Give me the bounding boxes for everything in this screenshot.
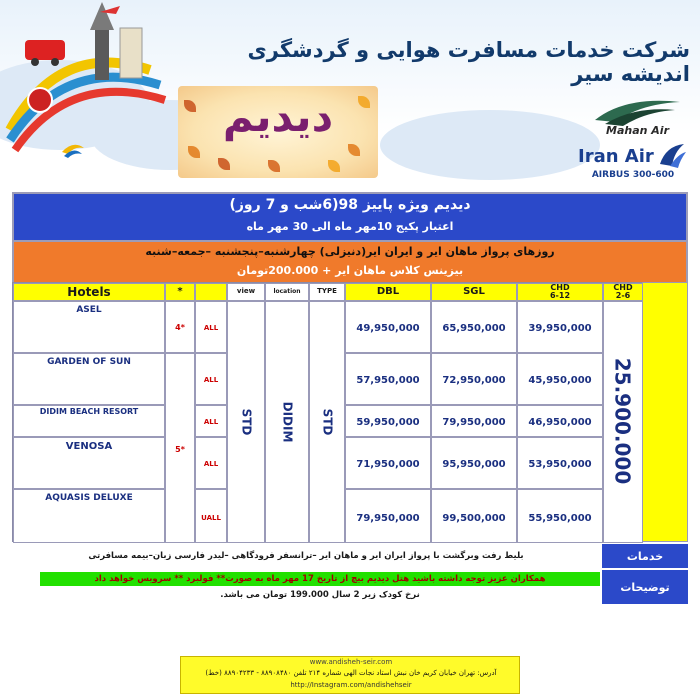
notes-label: توضیحات [602, 570, 688, 604]
board-type: ALL [203, 376, 219, 384]
price-table [12, 282, 642, 542]
chd-price: 46,950,000 [528, 417, 592, 428]
board-type: ALL [203, 460, 219, 468]
sgl-price: 72,950,000 [442, 375, 506, 386]
header-type: TYPE [309, 283, 345, 301]
leaf-shape [218, 158, 230, 170]
agency-logo-icon [60, 138, 86, 162]
leaf-shape [348, 144, 360, 156]
chd-price: 45,950,000 [528, 375, 592, 386]
website-link[interactable]: www.andisheh-seir.com [309, 658, 393, 666]
destination-title: دیدیم [222, 92, 334, 141]
board-type: ALL [203, 324, 219, 332]
header-location: location [265, 283, 309, 301]
aircraft-model: AIRBUS 300-600 [591, 170, 675, 180]
hotel-name: DIDIM BEACH RESORT [39, 407, 139, 416]
leaf-shape [188, 146, 200, 158]
board-type: UALL [201, 514, 221, 522]
view-value-text: STD [238, 408, 253, 436]
notes-highlight: همکاران عزیز توجه داشته باشید هتل دیدیم بیچ از تاریخ 17 مهر ماه به صورت** فولبرد ** سرویس خواهد داد [40, 572, 600, 586]
type-value [309, 301, 345, 543]
iran-air-label: Iran Air [578, 146, 654, 167]
header-banner [0, 0, 700, 190]
company-name: شرکت خدمات مسافرت هوایی و گردشگری اندیشه سیر [247, 38, 690, 86]
sgl-price: 79,950,000 [442, 417, 506, 428]
child-note: نرخ کودک زیر 2 سال 199.000 تومان می باشد. [220, 590, 420, 600]
business-class-note: بیزینس کلاس ماهان ایر + 200.000تومان [236, 264, 464, 277]
chd-price: 53,950,000 [528, 459, 592, 470]
package-validity: اعتبار پکیج 10مهر ماه الی 30 مهر ماه [246, 220, 454, 233]
dbl-price: 57,950,000 [356, 375, 420, 386]
dbl-price: 59,950,000 [356, 417, 420, 428]
hotel-name: GARDEN OF SUN [47, 357, 131, 367]
header-dbl: DBL [345, 283, 431, 301]
leaf-shape [328, 160, 340, 172]
star-rating-4: 4* [175, 323, 185, 332]
infant-price-value: 25.900.000 [610, 357, 635, 485]
location-value [265, 301, 309, 543]
header-chd-2-6: CHD 2-6 [603, 283, 643, 301]
hotel-name: AQUASIS DELUXE [45, 493, 133, 503]
destination-banner [178, 86, 378, 178]
chd-price: 39,950,000 [528, 323, 592, 334]
hotel-name: VENOSA [65, 441, 113, 452]
instagram-link[interactable]: http://Instagram.com/andishehseir [290, 681, 412, 689]
header-star: * [165, 283, 195, 301]
star-rating-5: 5* [175, 445, 185, 454]
dbl-price: 71,950,000 [356, 459, 420, 470]
header-sgl: SGL [431, 283, 517, 301]
address-text: آدرس: تهران خیابان کریم خان نبش استاد نجات الهی شماره ۲۱۴ تلفن ۸۸۹۰۸۴۸۰ - ۸۸۹۰۴۲۳۳ (خط) [205, 669, 497, 677]
cloud-shape [380, 110, 600, 180]
contact-footer [180, 656, 520, 694]
dbl-price: 79,950,000 [356, 513, 420, 524]
infant-price [603, 300, 642, 542]
hotel-name: ASEL [76, 305, 102, 315]
package-title: دیدیم ویژه پاییز 98(6شب و 7 روز) [229, 197, 471, 213]
services-text: بلیط رفت وبرگشت با پرواز ایران ایر و ماهان ایر –ترانسفر فرودگاهی –لیدر فارسی زبان–بیمه مسافرتی [88, 551, 524, 561]
services-label: خدمات [602, 544, 688, 568]
sgl-price: 95,950,000 [442, 459, 506, 470]
view-value [227, 301, 265, 543]
sgl-price: 65,950,000 [442, 323, 506, 334]
header-board [195, 283, 227, 301]
flight-days: روزهای پرواز ماهان ایر و ایران ایر(دنیزلی) چهارشنبه–پنجشنبه –جمعه–شنبه [145, 245, 555, 258]
package-info-box [12, 192, 688, 242]
header-hotels: Hotels [13, 283, 165, 301]
sgl-price: 99,500,000 [442, 513, 506, 524]
location-value-text: DIDIM [279, 401, 294, 443]
chd-price: 55,950,000 [528, 513, 592, 524]
board-type: ALL [203, 418, 219, 426]
leaf-shape [268, 160, 280, 172]
type-value-text: STD [319, 408, 334, 436]
dbl-price: 49,950,000 [356, 323, 420, 334]
header-chd-6-12: CHD 6-12 [517, 283, 603, 301]
mahan-air-label: Mahan Air [606, 124, 669, 137]
flight-info-box [12, 242, 688, 282]
iran-air-bird-icon [656, 140, 688, 170]
side-strip [642, 282, 688, 542]
header-view: view [227, 283, 265, 301]
